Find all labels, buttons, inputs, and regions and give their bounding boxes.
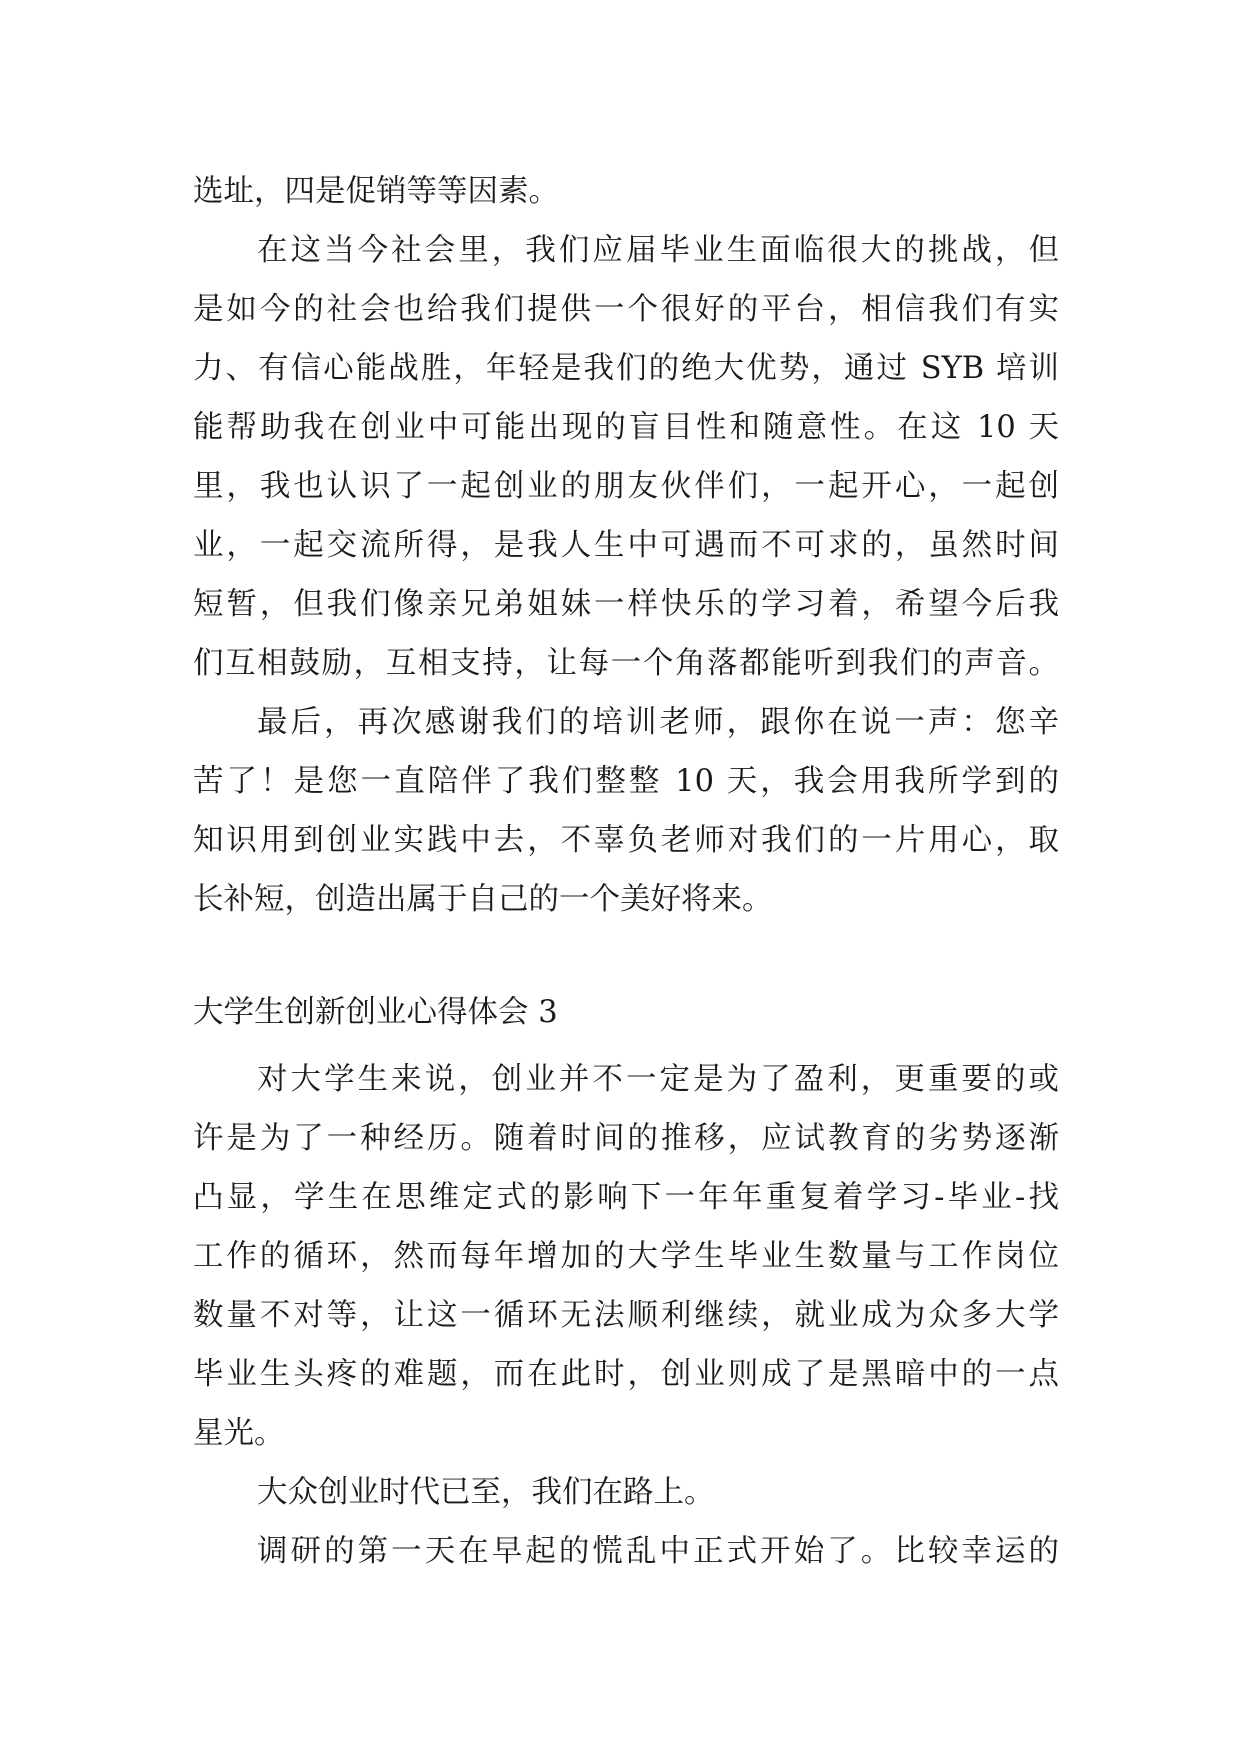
paragraph-line: 最后，再次感谢我们的培训老师，跟你在说一声：您辛 [257, 705, 1059, 740]
paragraph-line: 调研的第一天在早起的慌乱中正式开始了。比较幸运的 [257, 1534, 1059, 1569]
paragraph-line: 对大学生来说，创业并不一定是为了盈利，更重要的或 [257, 1062, 1059, 1097]
paragraph-line: 们互相鼓励，互相支持，让每一个角落都能听到我们的声音。 [193, 646, 1059, 681]
paragraph-line: 星光。 [193, 1416, 285, 1451]
section-heading: 大学生创新创业心得体会 3 [193, 995, 558, 1030]
paragraph-line: 凸显，学生在思维定式的影响下一年年重复着学习-毕业-找 [193, 1180, 1059, 1215]
paragraph-line: 大众创业时代已至，我们在路上。 [257, 1475, 715, 1510]
document-body [193, 162, 1059, 1581]
paragraph-line: 苦了！是您一直陪伴了我们整整 10 天，我会用我所学到的 [193, 764, 1059, 799]
paragraph-line: 数量不对等，让这一循环无法顺利继续，就业成为众多大学 [193, 1298, 1059, 1333]
blank-line [193, 929, 1059, 976]
paragraph-line: 力、有信心能战胜，年轻是我们的绝大优势，通过 SYB 培训 [193, 351, 1059, 386]
paragraph-line: 许是为了一种经历。随着时间的推移，应试教育的劣势逐渐 [193, 1121, 1059, 1156]
paragraph-line: 短暂，但我们像亲兄弟姐妹一样快乐的学习着，希望今后我 [193, 587, 1059, 622]
paragraph-line: 是如今的社会也给我们提供一个很好的平台，相信我们有实 [193, 292, 1059, 327]
paragraph-line: 选址，四是促销等等因素。 [193, 174, 559, 209]
paragraph-line: 毕业生头疼的难题，而在此时，创业则成了是黑暗中的一点 [193, 1357, 1059, 1392]
paragraph-line: 在这当今社会里，我们应届毕业生面临很大的挑战，但 [257, 233, 1059, 268]
paragraph-line: 业，一起交流所得，是我人生中可遇而不可求的，虽然时间 [193, 528, 1059, 563]
paragraph-line: 能帮助我在创业中可能出现的盲目性和随意性。在这 10 天 [193, 410, 1059, 445]
paragraph-line: 工作的循环，然而每年增加的大学生毕业生数量与工作岗位 [193, 1239, 1059, 1274]
paragraph-line: 知识用到创业实践中去，不辜负老师对我们的一片用心，取 [193, 823, 1059, 858]
paragraph-line: 长补短，创造出属于自己的一个美好将来。 [193, 882, 773, 917]
paragraph-line: 里，我也认识了一起创业的朋友伙伴们，一起开心，一起创 [193, 469, 1059, 504]
